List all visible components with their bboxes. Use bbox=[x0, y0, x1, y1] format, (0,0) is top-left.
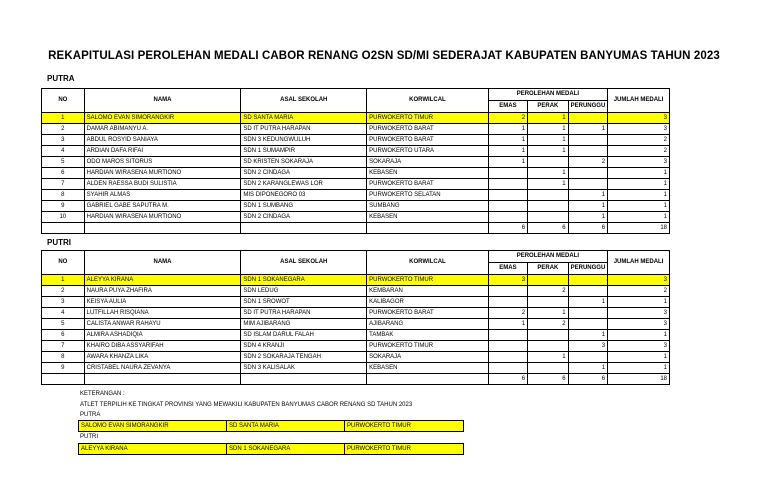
page-title: REKAPITULASI PEROLEHAN MEDALI CABOR RENANG O2SN SD/MI SEDERAJAT KABUPATEN BANYUMAS TAHUN 2023 bbox=[48, 50, 720, 62]
cell-emas: 1 bbox=[488, 157, 527, 168]
cell-nama: KEISYA AULIA bbox=[84, 297, 241, 308]
cell-perak bbox=[528, 157, 569, 168]
section-label-putra: PUTRA bbox=[47, 74, 75, 83]
cell-nama: ALMIRA ASHADIQIA bbox=[84, 330, 241, 341]
cell-nama: HARDIAN WIRASENA MURTIONO bbox=[84, 168, 241, 179]
table-row bbox=[42, 330, 670, 341]
cell-nama: HARDIAN WIRASENA MURTIONO bbox=[84, 212, 241, 223]
totals-empty-cell bbox=[42, 223, 85, 234]
cell-perunggu bbox=[568, 168, 607, 179]
selected-putra-korwil: PURWOKERTO TIMUR bbox=[345, 421, 464, 432]
cell-emas bbox=[488, 201, 527, 212]
cell-no: 3 bbox=[42, 135, 85, 146]
cell-korwil: PURWOKERTO TIMUR bbox=[367, 275, 489, 286]
cell-korwil: PURWOKERTO TIMUR bbox=[367, 113, 489, 124]
cell-asal: SDN LEDUG bbox=[241, 286, 367, 297]
totals-empty-cell bbox=[367, 374, 489, 385]
selected-putra-nama: SALOMO EVAN SIMORANGKIR bbox=[79, 421, 227, 432]
cell-nama: DAMAR ABIMANYU A. bbox=[84, 124, 241, 135]
putri-medal-table bbox=[41, 250, 670, 385]
header-perunggu: PERUNGGU bbox=[568, 263, 607, 275]
cell-perak: 1 bbox=[528, 308, 569, 319]
cell-perak bbox=[528, 297, 569, 308]
header-no: NO bbox=[42, 89, 85, 113]
cell-nama: GABRIEL GABE SAPUTRA M. bbox=[84, 201, 241, 212]
cell-korwil: KEBASEN bbox=[367, 212, 489, 223]
cell-nama: LUTFILLAH RISQIANA bbox=[84, 308, 241, 319]
table-row bbox=[42, 363, 670, 374]
cell-korwil: PURWOKERTO TIMUR bbox=[367, 341, 489, 352]
cell-korwil: KEBASEN bbox=[367, 363, 489, 374]
cell-jumlah: 3 bbox=[608, 275, 670, 286]
cell-no: 9 bbox=[42, 201, 85, 212]
totals-row bbox=[42, 223, 670, 234]
cell-jumlah: 3 bbox=[608, 319, 670, 330]
header-nama: NAMA bbox=[84, 89, 241, 113]
cell-perak: 1 bbox=[528, 168, 569, 179]
cell-no: 8 bbox=[42, 352, 85, 363]
cell-no: 2 bbox=[42, 124, 85, 135]
header-perolehan-medali: PEROLEHAN MEDALI bbox=[488, 251, 607, 263]
putra-medal-table bbox=[41, 88, 670, 234]
table-row bbox=[42, 113, 670, 124]
cell-emas: 1 bbox=[488, 135, 527, 146]
cell-asal: SD ISLAM DARUL FALAH bbox=[241, 330, 367, 341]
cell-no: 6 bbox=[42, 168, 85, 179]
table-row bbox=[42, 286, 670, 297]
cell-asal: SDN 1 SUMAMPIR bbox=[241, 146, 367, 157]
header-emas: EMAS bbox=[488, 101, 527, 113]
cell-no: 7 bbox=[42, 179, 85, 190]
cell-jumlah: 3 bbox=[608, 308, 670, 319]
cell-perak: 2 bbox=[528, 319, 569, 330]
cell-nama: ALEYYA KIRANA bbox=[84, 275, 241, 286]
cell-jumlah: 1 bbox=[608, 297, 670, 308]
cell-jumlah: 1 bbox=[608, 179, 670, 190]
selected-putra-asal: SD SANTA MARIA bbox=[227, 421, 345, 432]
table-row bbox=[42, 168, 670, 179]
cell-jumlah: 2 bbox=[608, 146, 670, 157]
table-row bbox=[42, 352, 670, 363]
cell-nama: SALOMO EVAN SIMORANGKIR bbox=[84, 113, 241, 124]
total-emas: 6 bbox=[488, 223, 527, 234]
cell-korwil: TAMBAK bbox=[367, 330, 489, 341]
table-row bbox=[42, 319, 670, 330]
selected-row-putri bbox=[79, 444, 464, 455]
cell-jumlah: 3 bbox=[608, 113, 670, 124]
table-row bbox=[42, 157, 670, 168]
cell-no: 1 bbox=[42, 113, 85, 124]
cell-emas bbox=[488, 179, 527, 190]
cell-korwil: PURWOKERTO SELATAN bbox=[367, 190, 489, 201]
cell-asal: MIM AJIBARANG bbox=[241, 319, 367, 330]
cell-emas bbox=[488, 168, 527, 179]
cell-no: 3 bbox=[42, 297, 85, 308]
cell-nama: KHAIRO DIBA ASSYARIFAH bbox=[84, 341, 241, 352]
cell-jumlah: 3 bbox=[608, 124, 670, 135]
keterangan-text: ATLET TERPILIH KE TINGKAT PROVINSI YANG MEWAKILI KABUPATEN BANYUMAS CABOR RENANG SD TAHUN 2023 bbox=[80, 402, 413, 408]
cell-perunggu bbox=[568, 146, 607, 157]
cell-jumlah: 2 bbox=[608, 135, 670, 146]
total-perak: 6 bbox=[528, 223, 569, 234]
cell-perak: 1 bbox=[528, 124, 569, 135]
cell-perunggu bbox=[568, 319, 607, 330]
totals-empty-cell bbox=[241, 223, 367, 234]
cell-perunggu: 1 bbox=[568, 124, 607, 135]
total-perak: 6 bbox=[528, 374, 569, 385]
cell-emas bbox=[488, 212, 527, 223]
table-row bbox=[42, 308, 670, 319]
selected-row-putra bbox=[79, 421, 464, 432]
totals-row bbox=[42, 374, 670, 385]
cell-nama: ALDEN RAESSA BUDI SULISTIA bbox=[84, 179, 241, 190]
cell-perak bbox=[528, 212, 569, 223]
cell-perak: 1 bbox=[528, 113, 569, 124]
cell-no: 5 bbox=[42, 157, 85, 168]
cell-jumlah: 2 bbox=[608, 286, 670, 297]
table-row bbox=[42, 275, 670, 286]
cell-emas: 2 bbox=[488, 308, 527, 319]
cell-korwil: PURWOKERTO UTARA bbox=[367, 146, 489, 157]
header-perolehan-medali: PEROLEHAN MEDALI bbox=[488, 89, 607, 101]
cell-korwil: PURWOKERTO BARAT bbox=[367, 135, 489, 146]
cell-korwil: SOKARAJA bbox=[367, 157, 489, 168]
table-row bbox=[42, 124, 670, 135]
header-no: NO bbox=[42, 251, 85, 275]
cell-korwil: SOKARAJA bbox=[367, 352, 489, 363]
header-korwilcal: KORWILCAL bbox=[367, 251, 489, 275]
cell-korwil: KEMBARAN bbox=[367, 286, 489, 297]
header-jumlah-medali: JUMLAH MEDALI bbox=[608, 251, 670, 275]
section-label-putri: PUTRI bbox=[47, 238, 71, 247]
cell-nama: CALISTA ANWAR RAHAYU bbox=[84, 319, 241, 330]
header-nama: NAMA bbox=[84, 251, 241, 275]
selected-putri-asal: SDN 1 SOKANEGARA bbox=[227, 444, 345, 455]
cell-perak bbox=[528, 341, 569, 352]
table-row bbox=[42, 297, 670, 308]
selected-athlete-putri bbox=[78, 443, 464, 455]
cell-perunggu: 1 bbox=[568, 190, 607, 201]
cell-perunggu: 1 bbox=[568, 297, 607, 308]
cell-nama: ODO MAROS SITORUS bbox=[84, 157, 241, 168]
cell-no: 4 bbox=[42, 146, 85, 157]
cell-nama: AWARA KHANZA LIKA bbox=[84, 352, 241, 363]
header-perak: PERAK bbox=[528, 263, 569, 275]
cell-jumlah: 1 bbox=[608, 330, 670, 341]
cell-korwil: SUMBANG bbox=[367, 201, 489, 212]
cell-asal: SDN 2 KARANGLEWAS LOR bbox=[241, 179, 367, 190]
cell-perak: 1 bbox=[528, 352, 569, 363]
header-emas: EMAS bbox=[488, 263, 527, 275]
cell-emas bbox=[488, 352, 527, 363]
table-row bbox=[42, 201, 670, 212]
table-row bbox=[42, 146, 670, 157]
cell-no: 9 bbox=[42, 363, 85, 374]
cell-korwil: PURWOKERTO BARAT bbox=[367, 124, 489, 135]
cell-perunggu bbox=[568, 113, 607, 124]
cell-emas bbox=[488, 190, 527, 201]
table-row bbox=[42, 341, 670, 352]
cell-asal: MIS DIPONEGORO 03 bbox=[241, 190, 367, 201]
cell-emas bbox=[488, 341, 527, 352]
cell-emas: 1 bbox=[488, 124, 527, 135]
cell-asal: SDN 1 SOKANEGARA bbox=[241, 275, 367, 286]
cell-perak: 1 bbox=[528, 135, 569, 146]
cell-nama: ARDIAN DAFA RIFAI bbox=[84, 146, 241, 157]
table-row bbox=[42, 135, 670, 146]
cell-perak: 1 bbox=[528, 179, 569, 190]
cell-perunggu bbox=[568, 135, 607, 146]
cell-korwil: AJIBARANG bbox=[367, 319, 489, 330]
cell-no: 4 bbox=[42, 308, 85, 319]
cell-perak bbox=[528, 190, 569, 201]
total-jumlah: 18 bbox=[608, 374, 670, 385]
cell-perunggu: 1 bbox=[568, 201, 607, 212]
selected-athlete-putra bbox=[78, 420, 464, 432]
totals-empty-cell bbox=[42, 374, 85, 385]
header-asal-sekolah: ASAL SEKOLAH bbox=[241, 251, 367, 275]
cell-no: 10 bbox=[42, 212, 85, 223]
cell-perunggu bbox=[568, 286, 607, 297]
cell-asal: SD SANTA MARIA bbox=[241, 113, 367, 124]
cell-perak bbox=[528, 363, 569, 374]
cell-asal: SDN 3 KEDUNGWULUH bbox=[241, 135, 367, 146]
cell-asal: SD IT PUTRA HARAPAN bbox=[241, 308, 367, 319]
cell-jumlah: 1 bbox=[608, 168, 670, 179]
cell-asal: SDN 2 CINDAGA bbox=[241, 168, 367, 179]
cell-perak: 2 bbox=[528, 286, 569, 297]
header-perak: PERAK bbox=[528, 101, 569, 113]
cell-jumlah: 1 bbox=[608, 352, 670, 363]
cell-perunggu bbox=[568, 352, 607, 363]
header-jumlah-medali: JUMLAH MEDALI bbox=[608, 89, 670, 113]
selected-putri-korwil: PURWOKERTO TIMUR bbox=[345, 444, 464, 455]
keterangan-putra-label: PUTRA bbox=[80, 412, 101, 418]
cell-perunggu: 1 bbox=[568, 212, 607, 223]
cell-perak bbox=[528, 201, 569, 212]
cell-emas bbox=[488, 330, 527, 341]
cell-no: 7 bbox=[42, 341, 85, 352]
cell-asal: SDN 3 KALISALAK bbox=[241, 363, 367, 374]
cell-korwil: PURWOKERTO BARAT bbox=[367, 179, 489, 190]
cell-emas: 3 bbox=[488, 275, 527, 286]
table-row bbox=[42, 190, 670, 201]
cell-no: 1 bbox=[42, 275, 85, 286]
selected-putri-nama: ALEYYA KIRANA bbox=[79, 444, 227, 455]
cell-nama: NAURA PUYA ZHAFIRA bbox=[84, 286, 241, 297]
cell-korwil: KEBASEN bbox=[367, 168, 489, 179]
cell-emas: 2 bbox=[488, 113, 527, 124]
cell-perunggu bbox=[568, 179, 607, 190]
cell-emas bbox=[488, 286, 527, 297]
totals-empty-cell bbox=[84, 223, 241, 234]
cell-asal: SD IT PUTRA HARAPAN bbox=[241, 124, 367, 135]
total-perunggu: 6 bbox=[568, 223, 607, 234]
cell-asal: SDN 1 SUMBANG bbox=[241, 201, 367, 212]
cell-asal: SDN 2 SOKARAJA TENGAH bbox=[241, 352, 367, 363]
cell-perak: 1 bbox=[528, 146, 569, 157]
cell-perunggu bbox=[568, 308, 607, 319]
cell-emas bbox=[488, 363, 527, 374]
cell-nama: ABDUL ROSYID SANIAYA bbox=[84, 135, 241, 146]
totals-empty-cell bbox=[84, 374, 241, 385]
keterangan-label: KETERANGAN : bbox=[80, 391, 125, 397]
cell-jumlah: 1 bbox=[608, 212, 670, 223]
cell-perunggu: 2 bbox=[568, 157, 607, 168]
cell-asal: SD KRISTEN SOKARAJA bbox=[241, 157, 367, 168]
cell-perunggu bbox=[568, 275, 607, 286]
cell-emas: 1 bbox=[488, 319, 527, 330]
cell-perunggu: 1 bbox=[568, 330, 607, 341]
cell-no: 2 bbox=[42, 286, 85, 297]
table-row bbox=[42, 179, 670, 190]
cell-asal: SDN 2 CINDAGA bbox=[241, 212, 367, 223]
cell-jumlah: 1 bbox=[608, 363, 670, 374]
total-emas: 6 bbox=[488, 374, 527, 385]
keterangan-putri-label: PUTRI bbox=[80, 434, 98, 440]
cell-no: 6 bbox=[42, 330, 85, 341]
total-jumlah: 18 bbox=[608, 223, 670, 234]
cell-nama: CRISTABEL NAURA ZEVANYA bbox=[84, 363, 241, 374]
table-row bbox=[42, 212, 670, 223]
cell-asal: SDN 4 KRANJI bbox=[241, 341, 367, 352]
cell-jumlah: 1 bbox=[608, 190, 670, 201]
cell-jumlah: 3 bbox=[608, 157, 670, 168]
cell-korwil: KALIBAGOR bbox=[367, 297, 489, 308]
totals-empty-cell bbox=[241, 374, 367, 385]
cell-asal: SDN 1 SROWOT bbox=[241, 297, 367, 308]
cell-perak bbox=[528, 275, 569, 286]
cell-emas: 1 bbox=[488, 146, 527, 157]
cell-no: 8 bbox=[42, 190, 85, 201]
cell-emas bbox=[488, 297, 527, 308]
header-korwilcal: KORWILCAL bbox=[367, 89, 489, 113]
totals-empty-cell bbox=[367, 223, 489, 234]
header-asal-sekolah: ASAL SEKOLAH bbox=[241, 89, 367, 113]
cell-korwil: PURWOKERTO BARAT bbox=[367, 308, 489, 319]
cell-perunggu: 1 bbox=[568, 363, 607, 374]
cell-perak bbox=[528, 330, 569, 341]
cell-jumlah: 1 bbox=[608, 201, 670, 212]
header-perunggu: PERUNGGU bbox=[568, 101, 607, 113]
cell-no: 5 bbox=[42, 319, 85, 330]
cell-perunggu: 3 bbox=[568, 341, 607, 352]
cell-nama: SYAHIR ALMAS bbox=[84, 190, 241, 201]
cell-jumlah: 3 bbox=[608, 341, 670, 352]
total-perunggu: 6 bbox=[568, 374, 607, 385]
